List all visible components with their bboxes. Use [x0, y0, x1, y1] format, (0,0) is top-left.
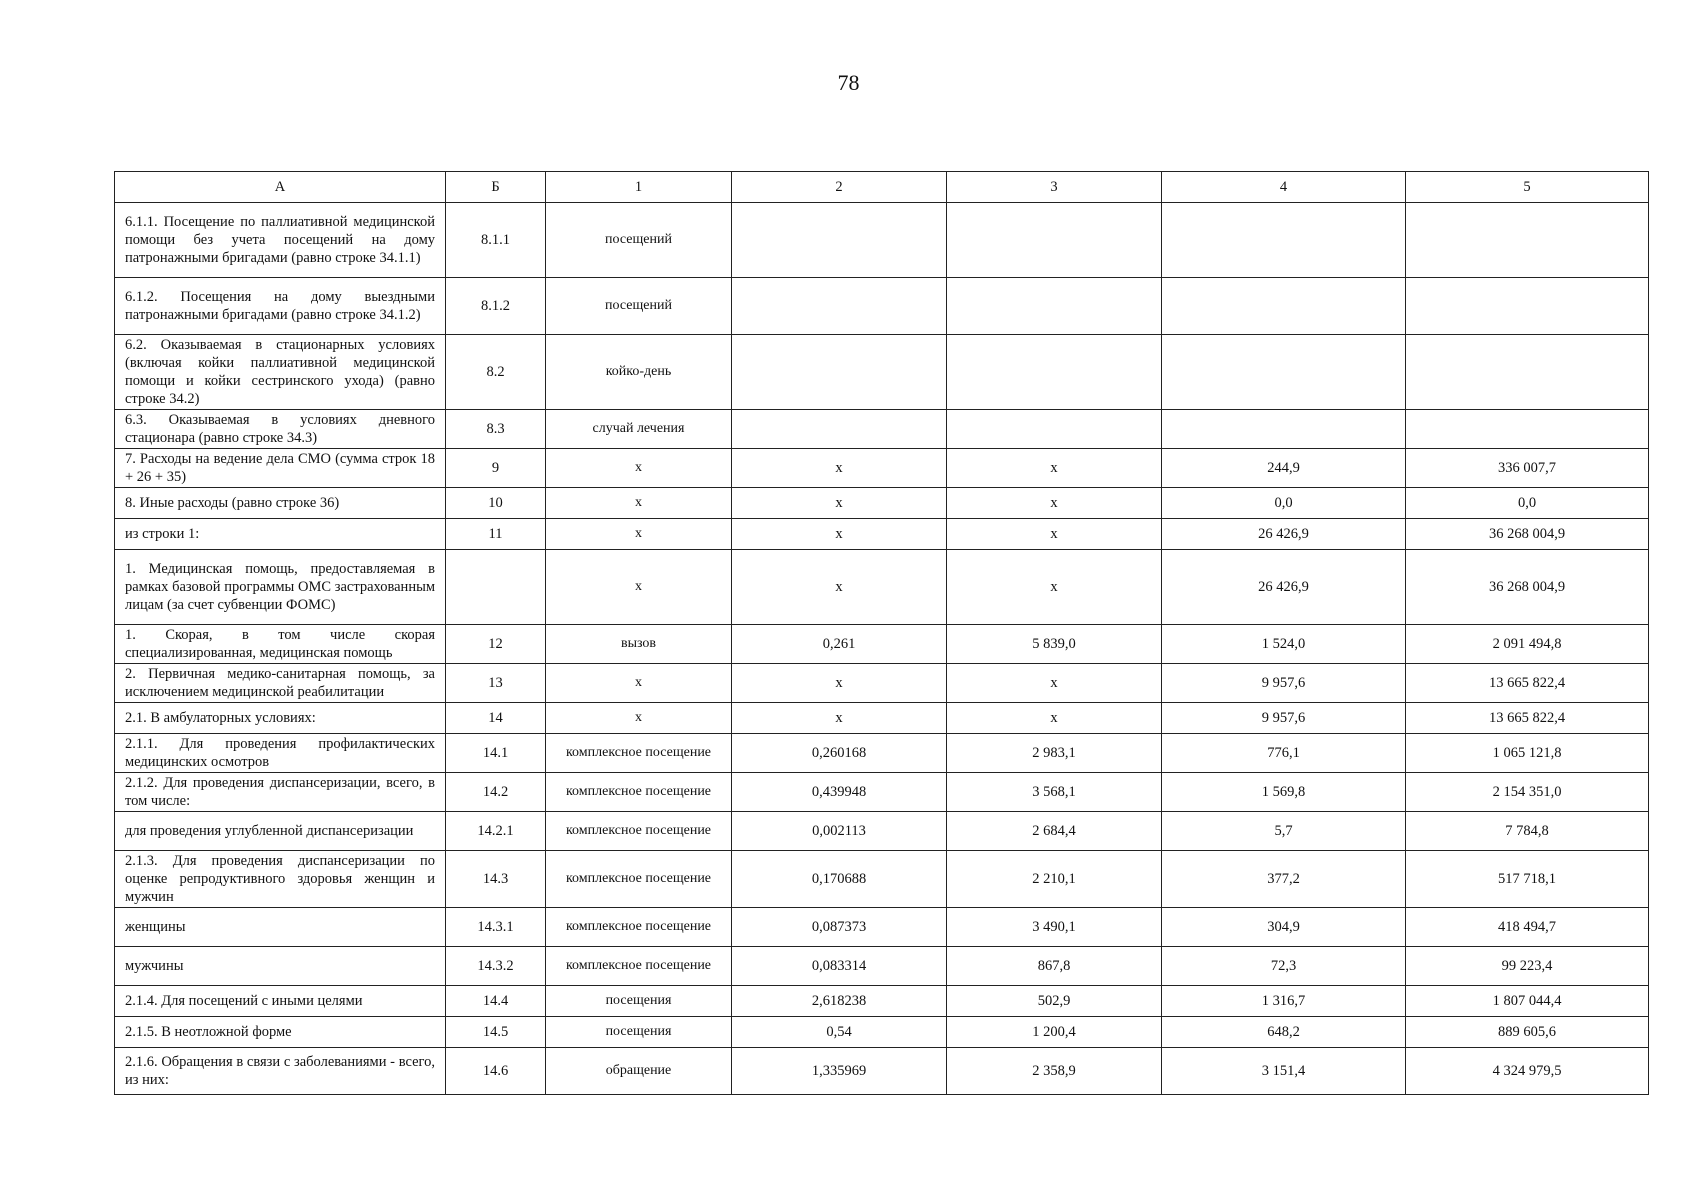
value-cell-col2: 0,261 — [732, 625, 947, 664]
value-cell-col3: х — [947, 703, 1162, 734]
value-cell-col4: 244,9 — [1162, 449, 1406, 488]
unit-cell: вызов — [546, 625, 732, 664]
value-cell-col4: 776,1 — [1162, 734, 1406, 773]
row-name-cell: 8. Иные расходы (равно строке 36) — [115, 488, 446, 519]
row-code-cell: 10 — [446, 488, 546, 519]
table-row — [115, 703, 1649, 734]
value-cell-col2 — [732, 410, 947, 449]
value-cell-col4: 26 426,9 — [1162, 550, 1406, 625]
value-cell-col3 — [947, 410, 1162, 449]
table-row — [115, 410, 1649, 449]
unit-cell: комплексное посещение — [546, 947, 732, 986]
unit-cell: х — [546, 449, 732, 488]
value-cell-col5 — [1406, 335, 1649, 410]
value-cell-col5: 517 718,1 — [1406, 851, 1649, 908]
value-cell-col5: 13 665 822,4 — [1406, 703, 1649, 734]
row-code-cell: 12 — [446, 625, 546, 664]
row-name-cell: женщины — [115, 908, 446, 947]
value-cell-col2: х — [732, 664, 947, 703]
unit-cell: случай лечения — [546, 410, 732, 449]
value-cell-col4: 9 957,6 — [1162, 703, 1406, 734]
row-name-cell: 2.1. В амбулаторных условиях: — [115, 703, 446, 734]
column-header: 5 — [1406, 172, 1649, 203]
value-cell-col3 — [947, 203, 1162, 278]
value-cell-col5: 889 605,6 — [1406, 1017, 1649, 1048]
value-cell-col5: 2 091 494,8 — [1406, 625, 1649, 664]
value-cell-col2: 0,087373 — [732, 908, 947, 947]
value-cell-col3: х — [947, 550, 1162, 625]
column-header: 2 — [732, 172, 947, 203]
value-cell-col5: 99 223,4 — [1406, 947, 1649, 986]
row-name-cell: 2.1.6. Обращения в связи с заболеваниями - всего, из них: — [115, 1048, 446, 1095]
row-code-cell: 13 — [446, 664, 546, 703]
value-cell-col3: 3 568,1 — [947, 773, 1162, 812]
value-cell-col3: 2 358,9 — [947, 1048, 1162, 1095]
table-row — [115, 812, 1649, 851]
row-name-cell: 2.1.4. Для посещений с иными целями — [115, 986, 446, 1017]
value-cell-col3 — [947, 335, 1162, 410]
row-name-cell: 6.1.1. Посещение по паллиативной медицинской помощи без учета посещений на дому патронажными бригадами (равно строке 34.1.1) — [115, 203, 446, 278]
table-header-row — [115, 172, 1649, 203]
table-row — [115, 278, 1649, 335]
value-cell-col4: 1 569,8 — [1162, 773, 1406, 812]
row-name-cell: 1. Скорая, в том числе скорая специализированная, медицинская помощь — [115, 625, 446, 664]
unit-cell: посещений — [546, 203, 732, 278]
value-cell-col4: 9 957,6 — [1162, 664, 1406, 703]
page-number: 78 — [837, 70, 860, 95]
table-row — [115, 851, 1649, 908]
table-row — [115, 773, 1649, 812]
unit-cell: х — [546, 488, 732, 519]
value-cell-col2: 0,083314 — [732, 947, 947, 986]
value-cell-col5: 0,0 — [1406, 488, 1649, 519]
value-cell-col5: 13 665 822,4 — [1406, 664, 1649, 703]
row-name-cell: 2.1.2. Для проведения диспансеризации, всего, в том числе: — [115, 773, 446, 812]
value-cell-col3: х — [947, 488, 1162, 519]
value-cell-col3: х — [947, 449, 1162, 488]
value-cell-col3: х — [947, 664, 1162, 703]
value-cell-col2: 1,335969 — [732, 1048, 947, 1095]
value-cell-col3: 2 983,1 — [947, 734, 1162, 773]
value-cell-col5: 36 268 004,9 — [1406, 550, 1649, 625]
value-cell-col2: 0,170688 — [732, 851, 947, 908]
value-cell-col5 — [1406, 410, 1649, 449]
value-cell-col4: 377,2 — [1162, 851, 1406, 908]
value-cell-col5: 4 324 979,5 — [1406, 1048, 1649, 1095]
row-code-cell: 14.3.1 — [446, 908, 546, 947]
value-cell-col3: 867,8 — [947, 947, 1162, 986]
value-cell-col4: 304,9 — [1162, 908, 1406, 947]
value-cell-col5: 36 268 004,9 — [1406, 519, 1649, 550]
table-row — [115, 734, 1649, 773]
row-name-cell: 2. Первичная медико-санитарная помощь, за исключением медицинской реабилитации — [115, 664, 446, 703]
row-name-cell: 6.3. Оказываемая в условиях дневного стационара (равно строке 34.3) — [115, 410, 446, 449]
column-header: 4 — [1162, 172, 1406, 203]
row-code-cell — [446, 550, 546, 625]
value-cell-col4: 1 524,0 — [1162, 625, 1406, 664]
table-row — [115, 1048, 1649, 1095]
unit-cell: комплексное посещение — [546, 908, 732, 947]
value-cell-col5: 1 065 121,8 — [1406, 734, 1649, 773]
unit-cell: обращение — [546, 1048, 732, 1095]
row-name-cell: из строки 1: — [115, 519, 446, 550]
value-cell-col2: х — [732, 488, 947, 519]
value-cell-col2: х — [732, 449, 947, 488]
value-cell-col4: 26 426,9 — [1162, 519, 1406, 550]
value-cell-col4 — [1162, 203, 1406, 278]
row-name-cell: 2.1.1. Для проведения профилактических медицинских осмотров — [115, 734, 446, 773]
column-header: 1 — [546, 172, 732, 203]
table-row — [115, 203, 1649, 278]
value-cell-col3: 5 839,0 — [947, 625, 1162, 664]
unit-cell: х — [546, 550, 732, 625]
value-cell-col4 — [1162, 278, 1406, 335]
row-code-cell: 14.2 — [446, 773, 546, 812]
row-code-cell: 14.2.1 — [446, 812, 546, 851]
value-cell-col4: 648,2 — [1162, 1017, 1406, 1048]
unit-cell: комплексное посещение — [546, 734, 732, 773]
table-row — [115, 947, 1649, 986]
row-code-cell: 11 — [446, 519, 546, 550]
row-code-cell: 8.1.1 — [446, 203, 546, 278]
value-cell-col2: 0,002113 — [732, 812, 947, 851]
value-cell-col2: х — [732, 703, 947, 734]
value-cell-col2: х — [732, 550, 947, 625]
value-cell-col3 — [947, 278, 1162, 335]
row-name-cell: 7. Расходы на ведение дела СМО (сумма строк 18 + 26 + 35) — [115, 449, 446, 488]
unit-cell: посещения — [546, 986, 732, 1017]
unit-cell: х — [546, 519, 732, 550]
unit-cell: посещения — [546, 1017, 732, 1048]
value-cell-col3: х — [947, 519, 1162, 550]
value-cell-col3: 1 200,4 — [947, 1017, 1162, 1048]
column-header: А — [115, 172, 446, 203]
table-row — [115, 986, 1649, 1017]
value-cell-col5: 418 494,7 — [1406, 908, 1649, 947]
value-cell-col5: 1 807 044,4 — [1406, 986, 1649, 1017]
unit-cell: х — [546, 664, 732, 703]
value-cell-col2: 0,54 — [732, 1017, 947, 1048]
report-table — [114, 171, 1649, 1095]
value-cell-col2 — [732, 335, 947, 410]
value-cell-col5 — [1406, 278, 1649, 335]
value-cell-col2: х — [732, 519, 947, 550]
row-name-cell: 1. Медицинская помощь, предоставляемая в рамках базовой программы ОМС застрахованным лицам (за счет субвенции ФОМС) — [115, 550, 446, 625]
row-code-cell: 14 — [446, 703, 546, 734]
table-row — [115, 664, 1649, 703]
report-table-body — [115, 203, 1649, 1095]
column-header: Б — [446, 172, 546, 203]
row-code-cell: 8.3 — [446, 410, 546, 449]
row-code-cell: 14.4 — [446, 986, 546, 1017]
row-code-cell: 14.3.2 — [446, 947, 546, 986]
row-name-cell: для проведения углубленной диспансеризации — [115, 812, 446, 851]
row-name-cell: 6.2. Оказываемая в стационарных условиях (включая койки паллиативной медицинской помощи и койки сестринского ухода) (равно строке 34.2) — [115, 335, 446, 410]
value-cell-col5: 2 154 351,0 — [1406, 773, 1649, 812]
row-name-cell: мужчины — [115, 947, 446, 986]
value-cell-col4: 1 316,7 — [1162, 986, 1406, 1017]
value-cell-col2: 0,439948 — [732, 773, 947, 812]
value-cell-col5: 7 784,8 — [1406, 812, 1649, 851]
table-row — [115, 519, 1649, 550]
table-row — [115, 449, 1649, 488]
unit-cell: посещений — [546, 278, 732, 335]
value-cell-col2: 0,260168 — [732, 734, 947, 773]
row-name-cell: 2.1.5. В неотложной форме — [115, 1017, 446, 1048]
value-cell-col2 — [732, 278, 947, 335]
value-cell-col3: 2 210,1 — [947, 851, 1162, 908]
unit-cell: комплексное посещение — [546, 812, 732, 851]
row-code-cell: 14.6 — [446, 1048, 546, 1095]
table-row — [115, 550, 1649, 625]
table-row — [115, 908, 1649, 947]
row-code-cell: 14.1 — [446, 734, 546, 773]
unit-cell: х — [546, 703, 732, 734]
value-cell-col3: 502,9 — [947, 986, 1162, 1017]
table-row — [115, 488, 1649, 519]
row-name-cell: 2.1.3. Для проведения диспансеризации по оценке репродуктивного здоровья женщин и мужчин — [115, 851, 446, 908]
unit-cell: комплексное посещение — [546, 773, 732, 812]
row-code-cell: 8.2 — [446, 335, 546, 410]
value-cell-col5: 336 007,7 — [1406, 449, 1649, 488]
row-code-cell: 9 — [446, 449, 546, 488]
value-cell-col3: 2 684,4 — [947, 812, 1162, 851]
row-code-cell: 14.5 — [446, 1017, 546, 1048]
unit-cell: койко-день — [546, 335, 732, 410]
row-code-cell: 14.3 — [446, 851, 546, 908]
row-name-cell: 6.1.2. Посещения на дому выездными патронажными бригадами (равно строке 34.1.2) — [115, 278, 446, 335]
value-cell-col4: 5,7 — [1162, 812, 1406, 851]
value-cell-col4 — [1162, 335, 1406, 410]
value-cell-col4 — [1162, 410, 1406, 449]
value-cell-col4: 3 151,4 — [1162, 1048, 1406, 1095]
row-code-cell: 8.1.2 — [446, 278, 546, 335]
value-cell-col2 — [732, 203, 947, 278]
value-cell-col4: 0,0 — [1162, 488, 1406, 519]
column-header: 3 — [947, 172, 1162, 203]
table-row — [115, 335, 1649, 410]
value-cell-col3: 3 490,1 — [947, 908, 1162, 947]
table-row — [115, 1017, 1649, 1048]
unit-cell: комплексное посещение — [546, 851, 732, 908]
table-row — [115, 625, 1649, 664]
value-cell-col4: 72,3 — [1162, 947, 1406, 986]
value-cell-col5 — [1406, 203, 1649, 278]
value-cell-col2: 2,618238 — [732, 986, 947, 1017]
